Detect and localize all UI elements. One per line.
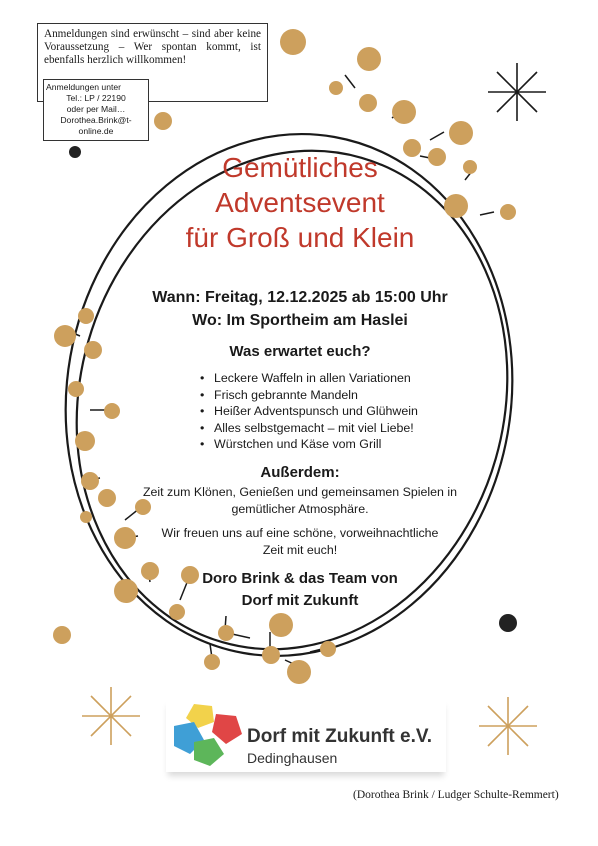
registration-email: online.de bbox=[78, 126, 114, 136]
also-text: Zeit zum Klönen, Genießen und gemeinsamen Spielen in gemütlicher Atmosphäre. bbox=[142, 485, 458, 516]
photo-credit: (Dorothea Brink / Ludger Schulte-Remmert) bbox=[353, 789, 559, 801]
logo-name: Dorf mit Zukunft e.V. bbox=[247, 726, 433, 747]
registration-line: oder per Mail… bbox=[66, 104, 126, 114]
event-details bbox=[140, 286, 460, 332]
signature-line: Doro Brink & das Team von bbox=[202, 570, 398, 587]
registration-email: Dorothea.Brink@t- bbox=[60, 115, 132, 125]
title-line: Adventsevent bbox=[215, 187, 385, 218]
event-location: Wo: Im Sportheim am Haslei bbox=[192, 312, 408, 329]
expect-heading: Was erwartet euch? bbox=[229, 343, 371, 360]
event-date: Wann: Freitag, 12.12.2025 ab 15:00 Uhr bbox=[152, 289, 448, 306]
registration-phone: Tel.: LP / 22190 bbox=[66, 93, 126, 103]
registration-contact-box bbox=[43, 79, 149, 141]
list-item: • Frisch gebrannte Mandeln bbox=[200, 387, 418, 404]
registration-note-text: Anmeldungen sind erwünscht – sind aber keine Voraussetzung – Wer spontan kommt, ist ebenfalls herzlich willkommen! bbox=[44, 28, 261, 66]
list-item: • Leckere Waffeln in allen Variationen bbox=[200, 370, 418, 387]
event-title bbox=[150, 150, 450, 255]
signature-line: Dorf mit Zukunft bbox=[241, 592, 359, 609]
closing-text: Wir freuen uns auf eine schöne, vorweihnachtliche Zeit mit euch! bbox=[161, 526, 439, 557]
list-item: • Heißer Adventspunsch und Glühwein bbox=[200, 403, 418, 420]
logo-place: Dedinghausen bbox=[247, 750, 338, 766]
title-line: Gemütliches bbox=[222, 152, 378, 183]
title-line: für Groß und Klein bbox=[185, 222, 415, 253]
dorf-mit-zukunft-logo-icon bbox=[172, 702, 244, 768]
offer-list bbox=[200, 370, 418, 453]
registration-line: Anmeldungen unter bbox=[46, 82, 122, 92]
signature bbox=[170, 568, 430, 612]
list-item: • Würstchen und Käse vom Grill bbox=[200, 436, 418, 453]
list-item: • Alles selbstgemacht – mit viel Liebe! bbox=[200, 420, 418, 437]
also-heading: Außerdem: bbox=[260, 464, 340, 481]
